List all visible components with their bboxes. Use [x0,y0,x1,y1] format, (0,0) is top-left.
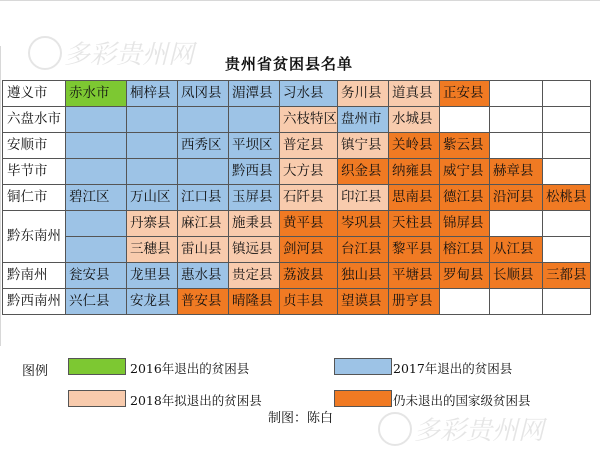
sheet-top-border [0,0,600,1]
county-cell: 赫章县 [490,159,543,185]
prefecture-cell: 六盘水市 [3,107,66,133]
county-cell: 施秉县 [229,211,280,237]
prefecture-cell: 安顺市 [3,133,66,159]
county-cell: 瓮安县 [66,263,127,289]
county-cell: 龙里县 [127,263,178,289]
county-cell: 望谟县 [338,289,389,315]
county-cell [178,107,229,133]
legend-swatch-2016 [68,358,126,375]
county-cell: 凤冈县 [178,81,229,107]
table-row [3,133,591,159]
county-cell: 习水县 [280,81,338,107]
table-row [3,107,591,133]
legend-swatch-not-exited [334,390,392,407]
county-cell: 丹寨县 [127,211,178,237]
county-cell [440,289,490,315]
county-cell: 西秀区 [178,133,229,159]
county-cell [543,289,591,315]
county-cell: 思南县 [389,185,440,211]
county-table [2,80,591,315]
table-row [3,237,591,263]
county-cell: 沿河县 [490,185,543,211]
county-cell: 织金县 [338,159,389,185]
county-cell: 贞丰县 [280,289,338,315]
county-cell [66,237,127,263]
sheet-left-border [0,46,1,346]
county-cell [66,107,127,133]
county-cell: 印江县 [338,185,389,211]
county-cell [490,211,543,237]
watermark-logo-icon [28,36,62,70]
county-cell: 湄潭县 [229,81,280,107]
county-cell: 江口县 [178,185,229,211]
county-cell [543,133,591,159]
county-cell [490,107,543,133]
table-row [3,211,591,237]
county-cell [543,107,591,133]
legend-label: 图例 [22,364,49,379]
county-cell: 务川县 [338,81,389,107]
prefecture-cell: 黔西南州 [3,289,66,315]
county-cell: 台江县 [338,237,389,263]
county-cell: 紫云县 [440,133,490,159]
county-cell [127,159,178,185]
county-cell [490,81,543,107]
county-cell: 独山县 [338,263,389,289]
legend-swatch-2018 [68,390,126,407]
prefecture-cell: 黔东南州 [3,211,66,263]
watermark-text-bottom: 多彩贵州网 [414,416,545,446]
county-cell: 桐梓县 [127,81,178,107]
county-cell: 三穗县 [127,237,178,263]
prefecture-cell: 毕节市 [3,159,66,185]
legend-text-not-exited: 仍未退出的国家级贫困县 [393,393,531,408]
legend-text-2016: 2016年退出的贫困县 [130,361,250,376]
county-cell [229,107,280,133]
county-cell: 长顺县 [490,263,543,289]
county-cell: 盘州市 [338,107,389,133]
county-cell: 水城县 [389,107,440,133]
map-credit: 制图：陈白 [268,411,334,426]
prefecture-cell: 遵义市 [3,81,66,107]
county-cell: 普安县 [178,289,229,315]
county-cell: 玉屏县 [229,185,280,211]
legend-text-2018: 2018年拟退出的贫困县 [130,393,262,408]
table-row [3,185,591,211]
county-cell: 天柱县 [389,211,440,237]
county-cell: 册亨县 [389,289,440,315]
county-cell: 关岭县 [389,133,440,159]
county-cell [178,159,229,185]
county-cell: 纳雍县 [389,159,440,185]
county-cell: 镇远县 [229,237,280,263]
county-cell [127,107,178,133]
county-cell: 石阡县 [280,185,338,211]
county-cell [543,237,591,263]
prefecture-cell: 铜仁市 [3,185,66,211]
legend-swatch-2017 [334,358,392,375]
watermark-logo-icon-bottom [378,412,412,446]
county-cell: 荔波县 [280,263,338,289]
county-cell: 安龙县 [127,289,178,315]
county-cell: 赤水市 [66,81,127,107]
county-cell [543,211,591,237]
county-cell: 兴仁县 [66,289,127,315]
county-cell [127,133,178,159]
county-cell [490,133,543,159]
county-cell: 麻江县 [178,211,229,237]
county-cell: 锦屏县 [440,211,490,237]
county-cell [66,211,127,237]
county-cell: 松桃县 [543,185,591,211]
county-cell [543,81,591,107]
county-cell: 普定县 [280,133,338,159]
county-cell: 碧江区 [66,185,127,211]
county-cell: 德江县 [440,185,490,211]
county-cell [543,159,591,185]
prefecture-cell: 黔南州 [3,263,66,289]
county-cell: 从江县 [490,237,543,263]
county-cell: 六枝特区 [280,107,338,133]
county-cell: 三都县 [543,263,591,289]
county-cell: 雷山县 [178,237,229,263]
county-cell [490,289,543,315]
county-cell: 道真县 [389,81,440,107]
table-row [3,81,591,107]
county-cell: 万山区 [127,185,178,211]
county-cell: 平坝区 [229,133,280,159]
county-cell: 晴隆县 [229,289,280,315]
page-title: 贵州省贫困县名单 [224,54,353,73]
county-cell: 剑河县 [280,237,338,263]
county-cell [440,107,490,133]
table-row [3,263,591,289]
county-cell: 岑巩县 [338,211,389,237]
county-cell: 黔西县 [229,159,280,185]
county-cell: 正安县 [440,81,490,107]
county-cell: 惠水县 [178,263,229,289]
county-cell: 大方县 [280,159,338,185]
county-cell [66,159,127,185]
table-row [3,159,591,185]
county-cell: 黄平县 [280,211,338,237]
county-cell: 平塘县 [389,263,440,289]
legend-text-2017: 2017年退出的贫困县 [393,361,513,376]
county-cell: 威宁县 [440,159,490,185]
county-cell [66,133,127,159]
county-cell: 榕江县 [440,237,490,263]
county-cell: 罗甸县 [440,263,490,289]
county-cell: 贵定县 [229,263,280,289]
watermark-text: 多彩贵州网 [64,40,195,70]
county-cell: 镇宁县 [338,133,389,159]
county-cell: 黎平县 [389,237,440,263]
table-row [3,289,591,315]
